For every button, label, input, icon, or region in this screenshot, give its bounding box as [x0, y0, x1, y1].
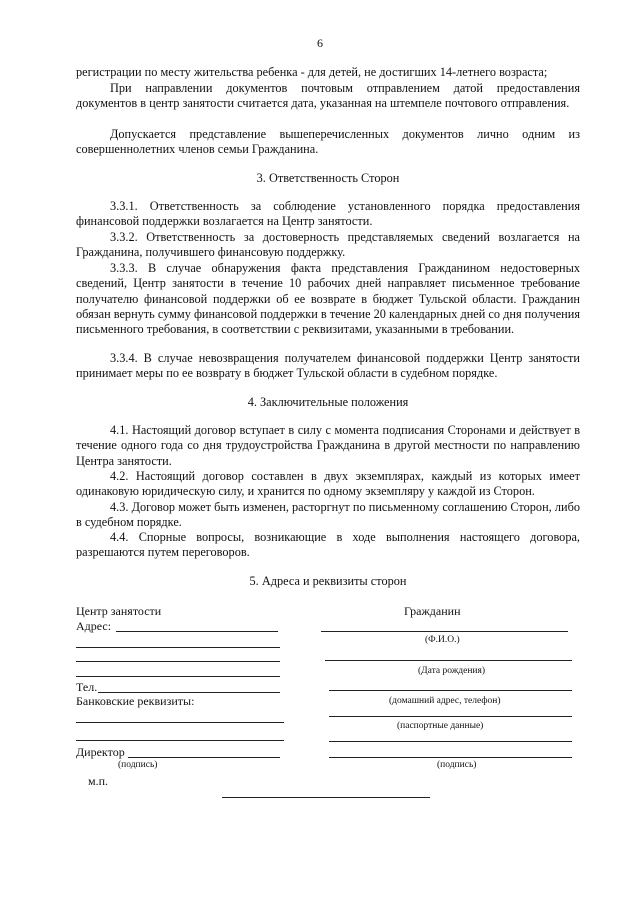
section-5-title: 5. Адреса и реквизиты сторон: [249, 574, 407, 588]
bank-line-1: [76, 722, 284, 723]
section-3-title: 3. Ответственность Сторон: [256, 171, 400, 185]
intro-paragraph-1: регистрации по месту жительства ребенка - для детей, не достигших 14-летнего возраста;: [76, 65, 548, 79]
citizen-birth-line: [325, 660, 572, 661]
citizen-fio-caption: (Ф.И.О.): [425, 635, 460, 645]
clause-4-1: 4.1. Настоящий договор вступает в силу с момента подписания Сторонами и действует в течение одного года со дня трудоустройства Гражданина в другой местности по направлению Центра занятости.: [76, 423, 580, 468]
address-line-2: [76, 647, 280, 648]
clause-3-3-4: 3.3.4. В случае невозвращения получателем финансовой поддержки Центр занятости принимает меры по ее возврату в бюджет Тульской области в судебном порядке.: [76, 351, 580, 381]
citizen-fio-line: [321, 631, 568, 632]
address-line-4: [76, 676, 280, 677]
clause-4-2: 4.2. Настоящий договор составлен в двух экземплярах, каждый из которых имеет одинаковую юридическую силу, и хранится по одному экземпляру у каждой из Сторон.: [76, 469, 580, 499]
director-signature-line: [128, 757, 280, 758]
address-line-1: [116, 631, 278, 632]
director-signature-caption: (подпись): [118, 760, 158, 770]
citizen-passport-line-1: [329, 716, 572, 717]
citizen-heading: Гражданин: [404, 604, 461, 618]
intro-paragraph-2: При направлении документов почтовым отправлением датой предоставления документов в центр занятости считается дата, указанная на штемпеле почтового отправления.: [76, 81, 580, 111]
employment-center-heading: Центр занятости: [76, 604, 162, 618]
clause-3-3-2: 3.3.2. Ответственность за достоверность представляемых сведений возлагается на Гражданина, получившего финансовую поддержку.: [76, 230, 580, 260]
phone-label: Тел.: [76, 680, 98, 694]
citizen-address-caption: (домашний адрес, телефон): [389, 696, 501, 706]
phone-line: [98, 692, 280, 693]
director-label: Директор: [76, 745, 125, 759]
clause-3-3-1: 3.3.1. Ответственность за соблюдение установленного порядка предоставления финансовой поддержки возлагается на Центр занятости.: [76, 199, 580, 229]
clause-4-3: 4.3. Договор может быть изменен, расторгнут по письменному соглашению Сторон, либо в судебном порядке.: [76, 500, 580, 530]
intro-paragraph-3: Допускается представление вышеперечисленных документов лично одним из совершеннолетних членов семьи Гражданина.: [76, 127, 580, 157]
clause-3-3-3: 3.3.3. В случае обнаружения факта представления Гражданином недостоверных сведений, Центр занятости в течение 10 рабочих дней направляет письменное требование получателю финансовой поддержки об ее возврате в бюджет Тульской области. Гражданин обязан вернуть сумму финансовой поддержки в течение 20 календарных дней со дня получения письменного требования, в соответствии с реквизитами, указанными в требовании.: [76, 261, 580, 337]
address-line-3: [76, 661, 280, 662]
address-label: Адрес:: [76, 619, 112, 633]
citizen-signature-caption: (подпись): [437, 760, 477, 770]
clause-4-4: 4.4. Спорные вопросы, возникающие в ходе выполнения настоящего договора, разрешаются путем переговоров.: [76, 530, 580, 560]
citizen-address-line: [329, 690, 572, 691]
citizen-passport-line-2: [329, 741, 572, 742]
citizen-signature-line: [329, 757, 572, 758]
citizen-passport-caption: (паспортные данные): [397, 721, 484, 731]
bank-details-label: Банковские реквизиты:: [76, 694, 195, 708]
section-4-title: 4. Заключительные положения: [247, 395, 409, 409]
bank-line-2: [76, 740, 284, 741]
citizen-birth-caption: (Дата рождения): [418, 666, 486, 676]
page-number: 6: [317, 36, 323, 50]
bottom-separator-line: [222, 797, 430, 798]
stamp-placeholder: м.п.: [88, 774, 109, 788]
